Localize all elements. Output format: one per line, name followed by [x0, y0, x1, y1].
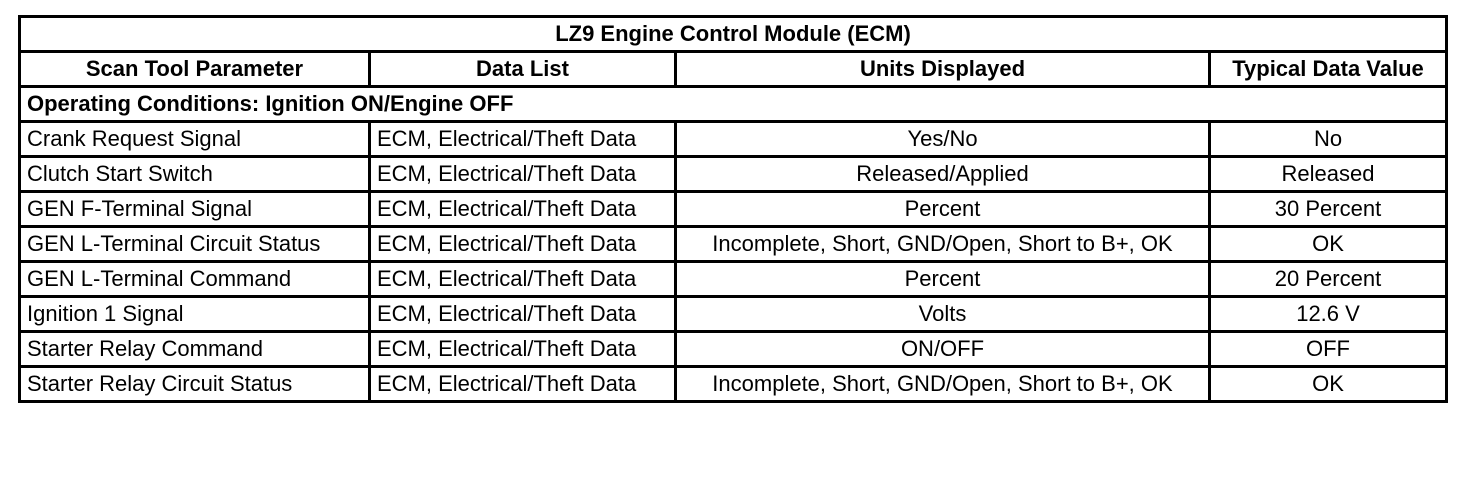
section-row — [20, 87, 1447, 122]
units-cell: Incomplete, Short, GND/Open, Short to B+, OK — [676, 227, 1210, 262]
parameter-cell: Ignition 1 Signal — [20, 297, 370, 332]
table-row — [20, 122, 1447, 157]
table-row — [20, 192, 1447, 227]
data-list-cell: ECM, Electrical/Theft Data — [370, 332, 676, 367]
units-cell: Released/Applied — [676, 157, 1210, 192]
section-heading: Operating Conditions: Ignition ON/Engine OFF — [20, 87, 1447, 122]
header-typical-data-value: Typical Data Value — [1210, 52, 1447, 87]
ecm-data-table — [18, 15, 1448, 403]
header-scan-tool-parameter: Scan Tool Parameter — [20, 52, 370, 87]
parameter-cell: Starter Relay Circuit Status — [20, 367, 370, 402]
units-cell: Percent — [676, 262, 1210, 297]
data-list-cell: ECM, Electrical/Theft Data — [370, 297, 676, 332]
typical-value-cell: No — [1210, 122, 1447, 157]
table-row — [20, 332, 1447, 367]
units-cell: Percent — [676, 192, 1210, 227]
data-list-cell: ECM, Electrical/Theft Data — [370, 367, 676, 402]
parameter-cell: GEN L-Terminal Circuit Status — [20, 227, 370, 262]
data-list-cell: ECM, Electrical/Theft Data — [370, 227, 676, 262]
units-cell: ON/OFF — [676, 332, 1210, 367]
data-list-cell: ECM, Electrical/Theft Data — [370, 122, 676, 157]
table-row — [20, 297, 1447, 332]
units-cell: Incomplete, Short, GND/Open, Short to B+, OK — [676, 367, 1210, 402]
units-cell: Yes/No — [676, 122, 1210, 157]
data-list-cell: ECM, Electrical/Theft Data — [370, 192, 676, 227]
typical-value-cell: OK — [1210, 367, 1447, 402]
table-row — [20, 367, 1447, 402]
header-data-list: Data List — [370, 52, 676, 87]
typical-value-cell: Released — [1210, 157, 1447, 192]
table-title: LZ9 Engine Control Module (ECM) — [20, 17, 1447, 52]
typical-value-cell: 12.6 V — [1210, 297, 1447, 332]
data-list-cell: ECM, Electrical/Theft Data — [370, 157, 676, 192]
table-row — [20, 262, 1447, 297]
table-row — [20, 157, 1447, 192]
table-header-row — [20, 52, 1447, 87]
data-list-cell: ECM, Electrical/Theft Data — [370, 262, 676, 297]
parameter-cell: Clutch Start Switch — [20, 157, 370, 192]
table-row — [20, 227, 1447, 262]
typical-value-cell: 20 Percent — [1210, 262, 1447, 297]
typical-value-cell: OFF — [1210, 332, 1447, 367]
table-title-row — [20, 17, 1447, 52]
typical-value-cell: OK — [1210, 227, 1447, 262]
parameter-cell: GEN L-Terminal Command — [20, 262, 370, 297]
parameter-cell: Crank Request Signal — [20, 122, 370, 157]
parameter-cell: Starter Relay Command — [20, 332, 370, 367]
header-units-displayed: Units Displayed — [676, 52, 1210, 87]
parameter-cell: GEN F-Terminal Signal — [20, 192, 370, 227]
units-cell: Volts — [676, 297, 1210, 332]
typical-value-cell: 30 Percent — [1210, 192, 1447, 227]
